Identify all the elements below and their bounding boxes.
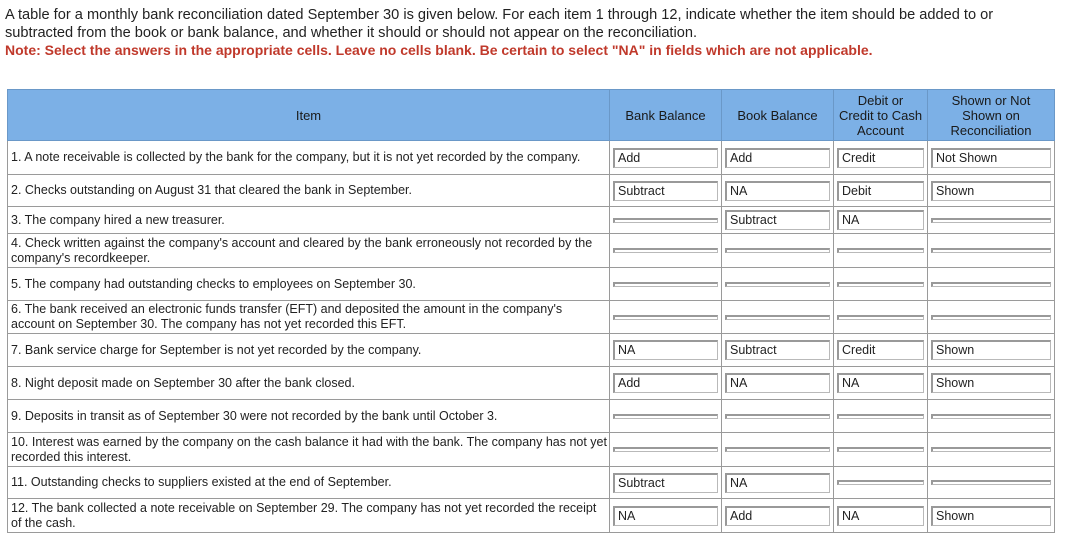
header-debit-credit-line3: Account <box>857 122 904 138</box>
item-text: 4. Check written against the company's account and cleared by the bank erroneously not recorded by the company's recordkeeper. <box>8 234 610 268</box>
item-text: 10. Interest was earned by the company on the cash balance it had with the bank. The company has not yet recorded this interest. <box>8 433 610 467</box>
debit-credit-select[interactable] <box>837 248 924 253</box>
book-balance-select[interactable]: NA <box>725 181 830 201</box>
shown-select[interactable] <box>931 218 1051 223</box>
book-balance-select[interactable] <box>725 414 830 419</box>
book-balance-select[interactable]: Subtract <box>725 340 830 360</box>
reconciliation-table <box>7 89 1055 533</box>
bank-balance-select[interactable] <box>613 414 718 419</box>
header-book-balance: Book Balance <box>722 90 834 141</box>
header-shown-line3: Reconciliation <box>950 122 1032 138</box>
debit-credit-select[interactable]: NA <box>837 210 924 230</box>
shown-select[interactable] <box>931 248 1051 253</box>
header-shown <box>928 90 1055 141</box>
item-text: 1. A note receivable is collected by the bank for the company, but it is not yet recorded by the company. <box>8 141 610 175</box>
bank-balance-select[interactable] <box>613 248 718 253</box>
table-row <box>8 234 1055 268</box>
debit-credit-select[interactable] <box>837 282 924 287</box>
table-row <box>8 499 1055 533</box>
book-balance-select[interactable]: Add <box>725 506 830 526</box>
bank-balance-select[interactable]: Add <box>613 148 718 168</box>
bank-balance-select[interactable]: Subtract <box>613 181 718 201</box>
book-balance-select[interactable] <box>725 315 830 320</box>
shown-select[interactable]: Shown <box>931 181 1051 201</box>
bank-balance-select[interactable]: Add <box>613 373 718 393</box>
item-text: 6. The bank received an electronic funds transfer (EFT) and deposited the amount in the company's account on September 30. The company has not yet recorded this EFT. <box>8 301 610 334</box>
book-balance-select[interactable]: Subtract <box>725 210 830 230</box>
book-balance-select[interactable]: Add <box>725 148 830 168</box>
debit-credit-select[interactable]: Credit <box>837 340 924 360</box>
table-row <box>8 301 1055 334</box>
instructions-text: A table for a monthly bank reconciliation dated September 30 is given below. For each item 1 through 12, indicate whether the item should be added to or subtracted from the book or bank balance, and whether it should or should not appear on the reconciliation. <box>5 7 994 41</box>
table-row <box>8 268 1055 301</box>
header-shown-line1: Shown or Not <box>951 92 1031 108</box>
shown-select[interactable] <box>931 282 1051 287</box>
header-item: Item <box>8 90 610 141</box>
shown-select[interactable]: Not Shown <box>931 148 1051 168</box>
item-text: 7. Bank service charge for September is not yet recorded by the company. <box>8 334 610 367</box>
table-row <box>8 141 1055 175</box>
shown-select[interactable] <box>931 447 1051 452</box>
header-debit-credit-line1: Debit or <box>857 92 904 108</box>
item-text: 5. The company had outstanding checks to employees on September 30. <box>8 268 610 301</box>
book-balance-select[interactable] <box>725 248 830 253</box>
debit-credit-select[interactable] <box>837 480 924 485</box>
book-balance-select[interactable]: NA <box>725 373 830 393</box>
debit-credit-select[interactable] <box>837 315 924 320</box>
item-text: 9. Deposits in transit as of September 30 were not recorded by the bank until October 3. <box>8 400 610 433</box>
debit-credit-select[interactable] <box>837 447 924 452</box>
header-debit-credit-line2: Credit to Cash <box>838 107 923 123</box>
bank-balance-select[interactable] <box>613 315 718 320</box>
book-balance-select[interactable]: NA <box>725 473 830 493</box>
header-shown-line2: Shown on <box>962 107 1020 123</box>
table-row <box>8 207 1055 234</box>
shown-select[interactable] <box>931 315 1051 320</box>
bank-balance-select[interactable]: Subtract <box>613 473 718 493</box>
item-text: 3. The company hired a new treasurer. <box>8 207 610 234</box>
instructions <box>5 7 1065 60</box>
item-text: 11. Outstanding checks to suppliers existed at the end of September. <box>8 467 610 499</box>
table-row <box>8 367 1055 400</box>
bank-balance-select[interactable]: NA <box>613 340 718 360</box>
bank-balance-select[interactable] <box>613 447 718 452</box>
bank-balance-select[interactable] <box>613 282 718 287</box>
shown-select[interactable]: Shown <box>931 506 1051 526</box>
item-text: 2. Checks outstanding on August 31 that cleared the bank in September. <box>8 175 610 207</box>
bank-balance-select[interactable] <box>613 218 718 223</box>
header-row <box>8 90 1055 141</box>
debit-credit-select[interactable]: Credit <box>837 148 924 168</box>
debit-credit-select[interactable] <box>837 414 924 419</box>
instructions-note: Note: Select the answers in the appropriate cells. Leave no cells blank. Be certain to select "NA" in fields which are not applicable. <box>5 42 873 58</box>
book-balance-select[interactable] <box>725 282 830 287</box>
shown-select[interactable]: Shown <box>931 373 1051 393</box>
shown-select[interactable] <box>931 480 1051 485</box>
book-balance-select[interactable] <box>725 447 830 452</box>
debit-credit-select[interactable]: Debit <box>837 181 924 201</box>
item-text: 8. Night deposit made on September 30 after the bank closed. <box>8 367 610 400</box>
table-row <box>8 433 1055 467</box>
shown-select[interactable]: Shown <box>931 340 1051 360</box>
table-row <box>8 467 1055 499</box>
debit-credit-select[interactable]: NA <box>837 506 924 526</box>
item-text: 12. The bank collected a note receivable on September 29. The company has not yet recorded the receipt of the cash. <box>8 499 610 533</box>
table-row <box>8 175 1055 207</box>
header-debit-credit <box>834 90 928 141</box>
debit-credit-select[interactable]: NA <box>837 373 924 393</box>
header-bank-balance: Bank Balance <box>610 90 722 141</box>
table-row <box>8 400 1055 433</box>
table-row <box>8 334 1055 367</box>
shown-select[interactable] <box>931 414 1051 419</box>
bank-balance-select[interactable]: NA <box>613 506 718 526</box>
